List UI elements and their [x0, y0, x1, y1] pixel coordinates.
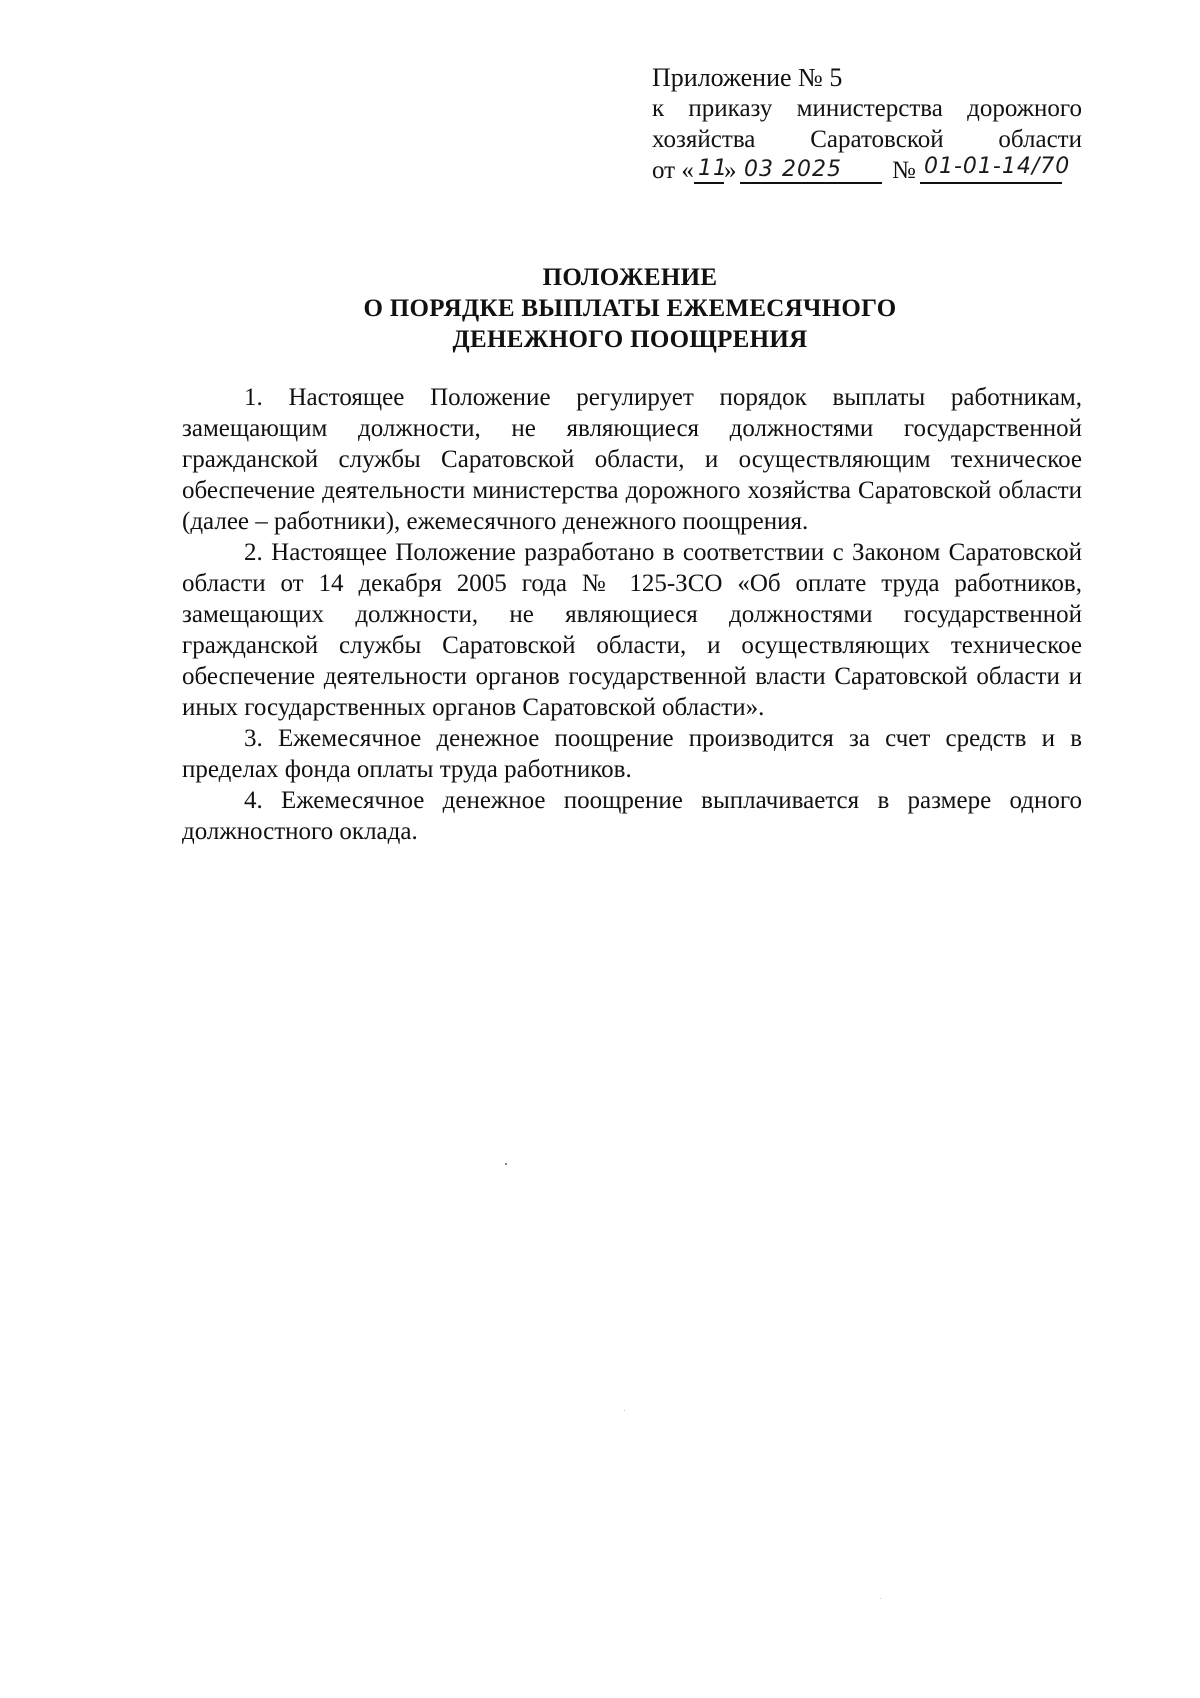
month-year-underline — [740, 182, 882, 184]
paragraph-4: 4. Ежемесячное денежное поощрение выплачивается в размере одного должностного оклада. — [182, 787, 1082, 845]
scan-speck — [880, 1598, 881, 1599]
paragraph-1: 1. Настоящее Положение регулирует порядок выплаты работникам, замещающим должности, не являющиеся должностями государственной гражданской службы Саратовской области, и осуществляющим техническое обеспечение деятельности министерства дорожного хозяйства Саратовской области (далее – работники), ежемесячного денежного поощрения. — [182, 384, 1082, 535]
document-title — [180, 262, 1080, 355]
number-underline — [920, 182, 1062, 184]
handwritten-order-number: 01-01-14/70 — [924, 154, 1071, 179]
order-date-line — [652, 155, 1082, 189]
appendix-header — [652, 62, 1082, 189]
document-body — [182, 382, 1082, 847]
scan-speck — [505, 1163, 507, 1165]
title-line-1: ПОЛОЖЕНИЕ — [542, 264, 718, 291]
handwritten-month-year: 03 2025 — [744, 157, 842, 182]
day-underline — [694, 182, 724, 184]
paragraph-3: 3. Ежемесячное денежное поощрение производится за счет средств и в пределах фонда оплаты труда работников. — [182, 725, 1082, 783]
date-quote-close: » — [724, 157, 737, 184]
title-line-3: ДЕНЕЖНОГО ПООЩРЕНИЯ — [452, 326, 808, 353]
title-line-2: О ПОРЯДКЕ ВЫПЛАТЫ ЕЖЕМЕСЯЧНОГО — [363, 295, 897, 322]
paragraph-2: 2. Настоящее Положение разработано в соответствии с Законом Саратовской области от 14 декабря 2005 года № 125-ЗСО «Об оплате труда работников, замещающих должности, не являющиеся должностями государственной гражданской службы Саратовской области, и осуществляющих техническое обеспечение деятельности органов государственной власти Саратовской области и иных государственных органов Саратовской области». — [182, 539, 1082, 721]
scan-speck — [624, 1410, 625, 1411]
handwritten-day: 11 — [698, 156, 728, 181]
appendix-order-line: к приказу министерства дорожного — [652, 95, 1082, 122]
number-prefix: № — [892, 157, 916, 184]
appendix-ministry-line: хозяйства Саратовской области — [652, 126, 1082, 153]
appendix-number: Приложение № 5 — [652, 63, 843, 92]
date-prefix: от « — [652, 157, 694, 184]
